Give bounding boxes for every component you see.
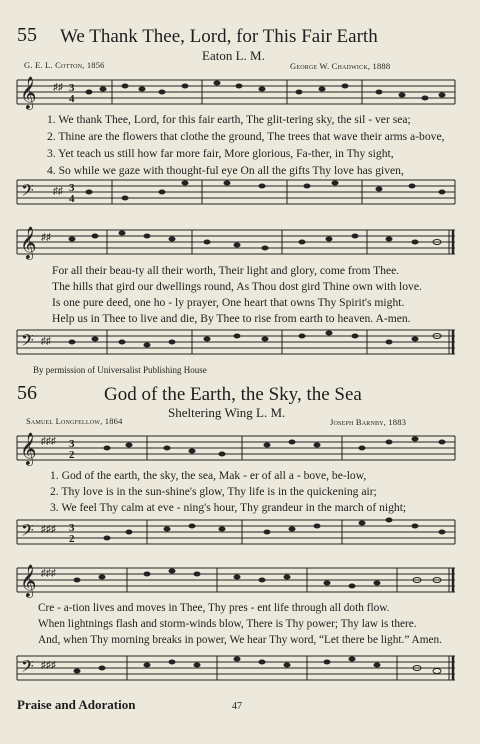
svg-text:𝄢: 𝄢 xyxy=(21,330,34,354)
svg-text:3: 3 xyxy=(69,522,75,534)
hymn-55-number: 55 xyxy=(17,24,37,46)
hymn-55-permission: By permission of Universalist Publishing House xyxy=(33,365,207,375)
hymn-56-treble-staff-1 xyxy=(17,428,457,468)
svg-text:♯♯: ♯♯ xyxy=(53,186,63,197)
hymn-56-verse-2-second: When lightnings flash and storm-winds blow, There is Thy power; Thy law is there. xyxy=(38,618,417,630)
hymn-55-bass-staff-2 xyxy=(17,322,457,362)
hymn-56-tune: Sheltering Wing L. M. xyxy=(168,405,286,420)
hymn-55-bass-staff-1 xyxy=(17,172,457,212)
hymn-56-author: Samuel Longfellow, 1864 xyxy=(26,416,123,426)
svg-text:𝄞: 𝄞 xyxy=(20,76,37,109)
svg-text:4: 4 xyxy=(69,193,75,205)
hymn-55-author: G. E. L. Cotton, 1856 xyxy=(24,60,105,70)
hymn-55-verse-2-second: The hills that gird our dwellings round, As Thou dost gird Thine own with love. xyxy=(52,280,422,293)
hymn-56-bass-staff-1 xyxy=(17,512,457,552)
svg-text:♯♯♯: ♯♯♯ xyxy=(41,660,56,671)
svg-text:♯♯♯: ♯♯♯ xyxy=(41,524,56,535)
hymn-56-verse-3-first: 3. We feel Thy calm at eve - ning's hour, Thy grandeur in the march of night; xyxy=(50,501,407,514)
hymn-56-verse-1-first: 1. God of the earth, the sky, the sea, Mak - er of all a - bove, be-low, xyxy=(50,469,367,482)
svg-text:♯♯: ♯♯ xyxy=(41,336,51,347)
svg-text:𝄞: 𝄞 xyxy=(20,432,37,465)
svg-text:3: 3 xyxy=(69,438,75,450)
hymn-56-bass-staff-2 xyxy=(17,648,457,688)
hymn-55-composer: George W. Chadwick, 1888 xyxy=(290,61,391,71)
hymn-55-treble-staff-1 xyxy=(17,72,457,112)
hymn-56-title: God of the Earth, the Sky, the Sea xyxy=(104,384,362,405)
hymn-56-verse-1-second: Cre - a-tion lives and moves in Thee, Thy pres - ent life through all doth flow. xyxy=(38,602,390,614)
hymn-55-verse-4-first: 4. So while we gaze with thought-ful eye On all the gifts Thy love has given, xyxy=(47,164,404,177)
svg-text:3: 3 xyxy=(69,182,75,194)
hymn-55-verse-1-second: For all their beau-ty all their worth, Their light and glory, come from Thee. xyxy=(52,264,400,277)
hymn-55-tune: Eaton L. M. xyxy=(202,48,265,63)
svg-text:𝄢: 𝄢 xyxy=(21,520,34,544)
hymn-56-treble-staff-2 xyxy=(17,560,457,600)
hymn-55-verse-3-second: Is one pure deed, one ho - ly prayer, One heart that owns Thy Spirit's might. xyxy=(52,296,405,309)
svg-text:𝄞: 𝄞 xyxy=(20,226,37,259)
hymn-55-title: We Thank Thee, Lord, for This Fair Earth xyxy=(60,26,378,47)
hymn-56-verse-3-second: And, when Thy morning breaks in power, We hear Thy word, “Let there be light.” Amen. xyxy=(38,634,442,646)
svg-text:♯♯♯: ♯♯♯ xyxy=(41,568,56,579)
hymn-55-verse-3-first: 3. Yet teach us still how far more fair, More glorious, Fa-ther, in Thy sight, xyxy=(47,147,394,160)
svg-text:♯♯: ♯♯ xyxy=(53,82,63,93)
hymn-56-composer: Joseph Barnby, 1883 xyxy=(330,417,407,427)
svg-text:3: 3 xyxy=(69,82,75,94)
hymn-55-verse-1-first: 1. We thank Thee, Lord, for this fair earth, The glit-tering sky, the sil - ver sea; xyxy=(47,113,411,126)
svg-text:4: 4 xyxy=(69,93,75,105)
svg-text:𝄢: 𝄢 xyxy=(21,180,34,204)
hymn-56-verse-2-first: 2. Thy love is in the sun-shine's glow, Thy life is in the quickening air; xyxy=(50,485,377,498)
page-number: 47 xyxy=(232,701,242,712)
svg-text:♯♯: ♯♯ xyxy=(41,232,51,243)
hymn-55-treble-staff-2 xyxy=(17,222,457,262)
svg-text:2: 2 xyxy=(69,449,75,461)
svg-text:2: 2 xyxy=(69,533,75,545)
page-section-title: Praise and Adoration xyxy=(17,697,136,712)
hymn-55-verse-2-first: 2. Thine are the flowers that clothe the ground, The trees that wave their arms a-bove, xyxy=(47,130,445,143)
svg-text:𝄞: 𝄞 xyxy=(20,564,37,597)
svg-text:♯♯♯: ♯♯♯ xyxy=(41,436,56,447)
svg-text:𝄢: 𝄢 xyxy=(21,656,34,680)
hymn-56-number: 56 xyxy=(17,382,37,404)
hymn-55-verse-4-second: Help us in Thee to live and die, By Thee to rise from earth to heaven. A-men. xyxy=(52,312,411,325)
